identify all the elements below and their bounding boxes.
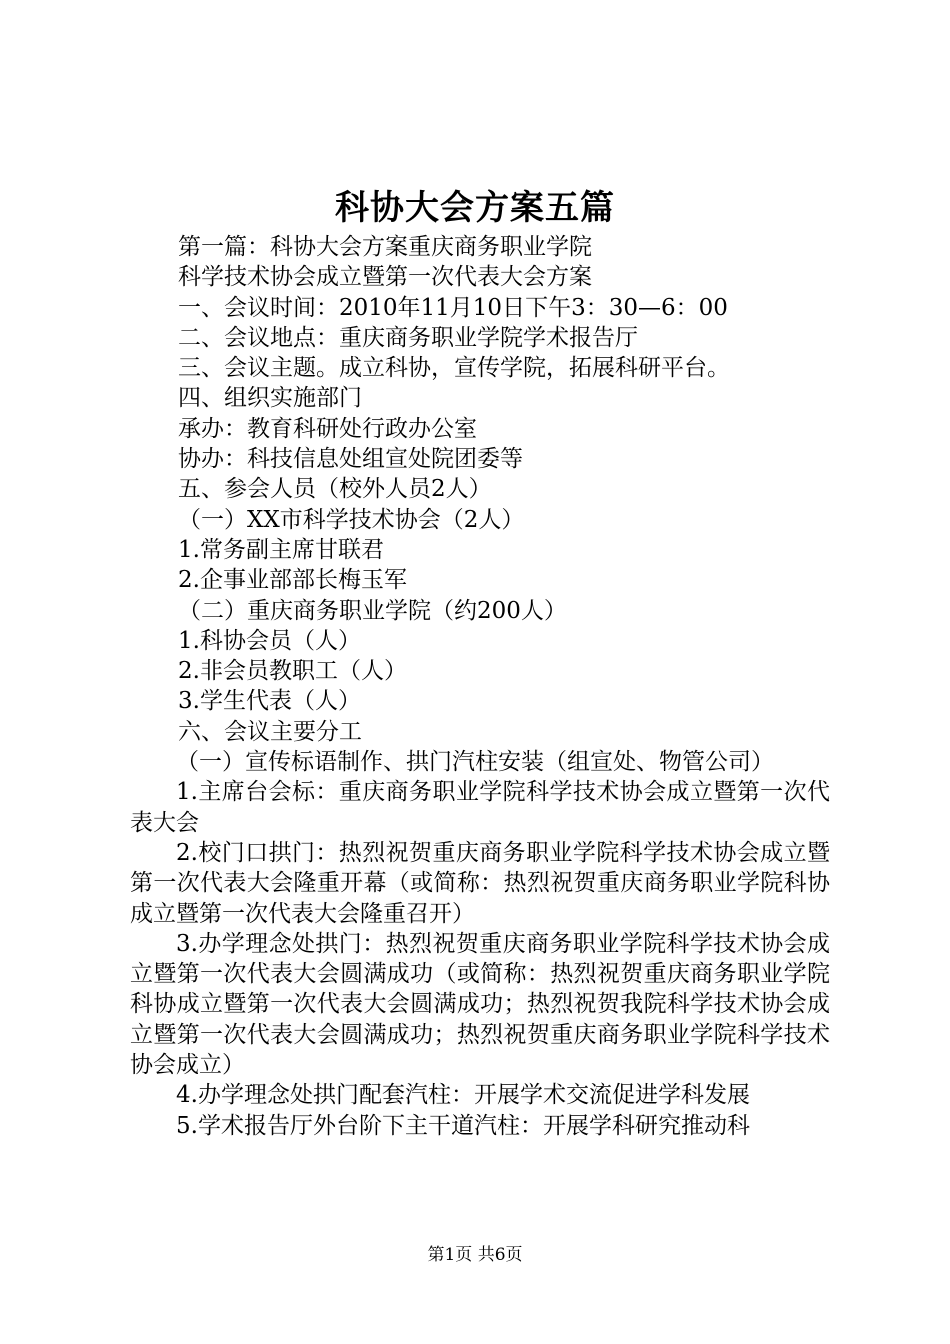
- text-line: 四、组织实施部门: [178, 385, 362, 412]
- text-line: （一）XX市科学技术协会（2人）: [178, 506, 525, 533]
- page-footer: 第1页 共6页: [427, 1245, 523, 1265]
- text-line: 2.企事业部部长梅玉军: [178, 567, 407, 594]
- text-line: 协办：科技信息处组宣处院团委等: [178, 446, 523, 473]
- text-line: 第一篇：科协大会方案重庆商务职业学院: [178, 234, 592, 260]
- text-line: 科学技术协会成立暨第一次代表大会方案: [178, 264, 592, 291]
- document-body: [130, 232, 830, 1141]
- text-line: 2.非会员教职工（人）: [178, 658, 407, 685]
- paragraph: 1.主席台会标：重庆商务职业学院科学技术协会成立暨第一次代表大会: [130, 779, 830, 836]
- text-line: 三、会议主题。成立科协，宣传学院，拓展科研平台。: [178, 355, 730, 382]
- text-line: 五、参会人员（校外人员2人）: [178, 476, 492, 503]
- paragraph: 4.办学理念处拱门配套汽柱：开展学术交流促进学科发展: [176, 1082, 750, 1109]
- paragraph: 5.学术报告厅外台阶下主干道汽柱：开展学科研究推动科: [176, 1112, 750, 1139]
- paragraph: 2.校门口拱门：热烈祝贺重庆商务职业学院科学技术协会成立暨第一次代表大会隆重开幕（或简称：热烈祝贺重庆商务职业学院科协成立暨第一次代表大会隆重召开）: [130, 839, 830, 927]
- text-line: 二、会议地点：重庆商务职业学院学术报告厅: [178, 324, 638, 351]
- text-line: 承办：教育科研处行政办公室: [178, 415, 477, 442]
- paragraph: 3.办学理念处拱门：热烈祝贺重庆商务职业学院科学技术协会成立暨第一次代表大会圆满成功（或简称：热烈祝贺重庆商务职业学院科协成立暨第一次代表大会圆满成功；热烈祝贺我院科学技术协会成立暨第一次代表大会圆满成功；热烈祝贺重庆商务职业学院科学技术协会成立）: [130, 930, 830, 1079]
- document-title: 科协大会方案五篇: [335, 188, 615, 228]
- text-line: 一、会议时间：2010年11月10日下午3：30—6：00: [178, 294, 728, 321]
- paragraph: （一）宣传标语制作、拱门汽柱安装（组宣处、物管公司）: [176, 749, 774, 776]
- text-line: 1.科协会员（人）: [178, 627, 361, 654]
- text-line: （二）重庆商务职业学院（约200人）: [178, 597, 567, 624]
- text-line: 3.学生代表（人）: [178, 688, 361, 715]
- text-line: 六、会议主要分工: [178, 718, 362, 745]
- text-line: 1.常务副主席甘联君: [178, 536, 384, 563]
